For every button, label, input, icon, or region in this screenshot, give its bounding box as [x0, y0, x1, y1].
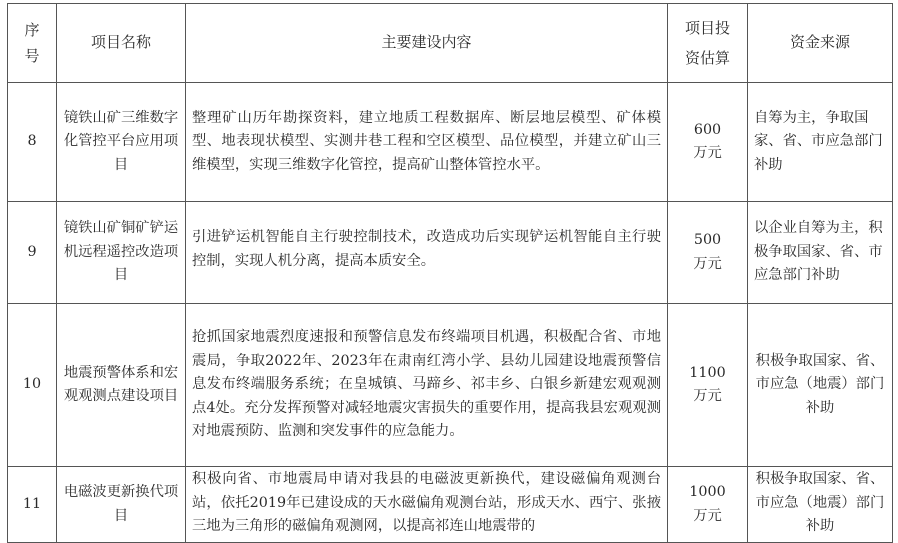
- header-funding: 资金来源: [748, 4, 893, 83]
- row-investment: [668, 202, 748, 304]
- table-row: [8, 304, 893, 467]
- row-investment-unit: 万元: [693, 255, 722, 272]
- row-content: 抢抓国家地震烈度速报和预警信息发布终端项目机遇，积极配合省、市地震局，争取2022年、2023年在肃南红湾小学、县幼儿园建设地震预警信息发布终端服务系统；在皇城镇、马蹄乡、祁丰乡、白银乡新建宏观观测点4处。充分发挥预警对减轻地震灾害损失的重要作用，提高我县宏观观测对地震预防、监测和突发事件的应急能力。: [186, 304, 668, 467]
- row-funding-text: 积极争取国家、省、市应急（地震）部门补助: [755, 471, 885, 534]
- row-content: 引进铲运机智能自主行驶控制技术，改造成功后实现铲运机智能自主行驶控制，实现人机分离，提高本质安全。: [186, 202, 668, 304]
- row-funding: 自筹为主，争取国家、省、市应急部门补助: [748, 83, 893, 202]
- row-index: 8: [8, 83, 57, 202]
- row-investment-unit: 万元: [693, 388, 722, 404]
- project-table: [7, 3, 893, 543]
- header-index-line-1: 序: [24, 21, 40, 39]
- row-funding: 积极争取国家、省、市应急（地震）部门补助: [748, 304, 893, 467]
- row-investment-amount: 600: [693, 121, 722, 138]
- row-project-name: 地震预警体系和宏观观测点建设项目: [57, 304, 186, 467]
- header-investment-line-1: 项目投: [684, 19, 730, 37]
- row-investment-amount: 1000: [689, 484, 726, 500]
- header-investment-line-2: 资估算: [684, 49, 730, 67]
- row-funding: [748, 467, 893, 543]
- row-content: 整理矿山历年勘探资料，建立地质工程数据库、断层地层模型、矿体模型、地表现状模型、实测井巷工程和空区模型、品位模型，并建立矿山三维模型，实现三维数字化管控，提高矿山整体管控水平。: [186, 83, 668, 202]
- row-investment-unit: 万元: [693, 145, 722, 161]
- row-project-name: 电磁波更新换代项目: [57, 467, 186, 543]
- header-name: 项目名称: [57, 4, 186, 83]
- row-investment-amount: 1100: [689, 364, 726, 381]
- row-content: [186, 467, 668, 543]
- table-row: [8, 202, 893, 304]
- row-project-name: 镜铁山矿三维数字化管控平台应用项目: [57, 83, 186, 202]
- table-header-row: [8, 4, 893, 83]
- row-funding: 以企业自筹为主，积极争取国家、省、市应急部门补助: [748, 202, 893, 304]
- row-project-name: 镜铁山矿铜矿铲运机远程遥控改造项目: [57, 202, 186, 304]
- row-index: 10: [8, 304, 57, 467]
- header-index: [8, 4, 57, 83]
- row-investment-amount: 500: [693, 232, 722, 248]
- row-investment: [668, 304, 748, 467]
- row-investment: [668, 83, 748, 202]
- header-content: 主要建设内容: [186, 4, 668, 83]
- row-investment-unit: 万元: [693, 507, 722, 524]
- row-investment: [668, 467, 748, 543]
- row-index: 9: [8, 202, 57, 304]
- header-investment: [668, 4, 748, 83]
- row-index: 11: [8, 467, 57, 543]
- header-index-line-2: 号: [24, 47, 40, 65]
- row-content-text: 积极向省、市地震局申请对我县的电磁波更新换代，建设磁偏角观测台站，依托2019年已建设成的天水磁偏角观测台站，形成天水、西宁、张掖三地为三角形的磁偏角观测网，以提高祁连山地震带的: [192, 471, 661, 534]
- table-row: [8, 467, 893, 543]
- table-row: [8, 83, 893, 202]
